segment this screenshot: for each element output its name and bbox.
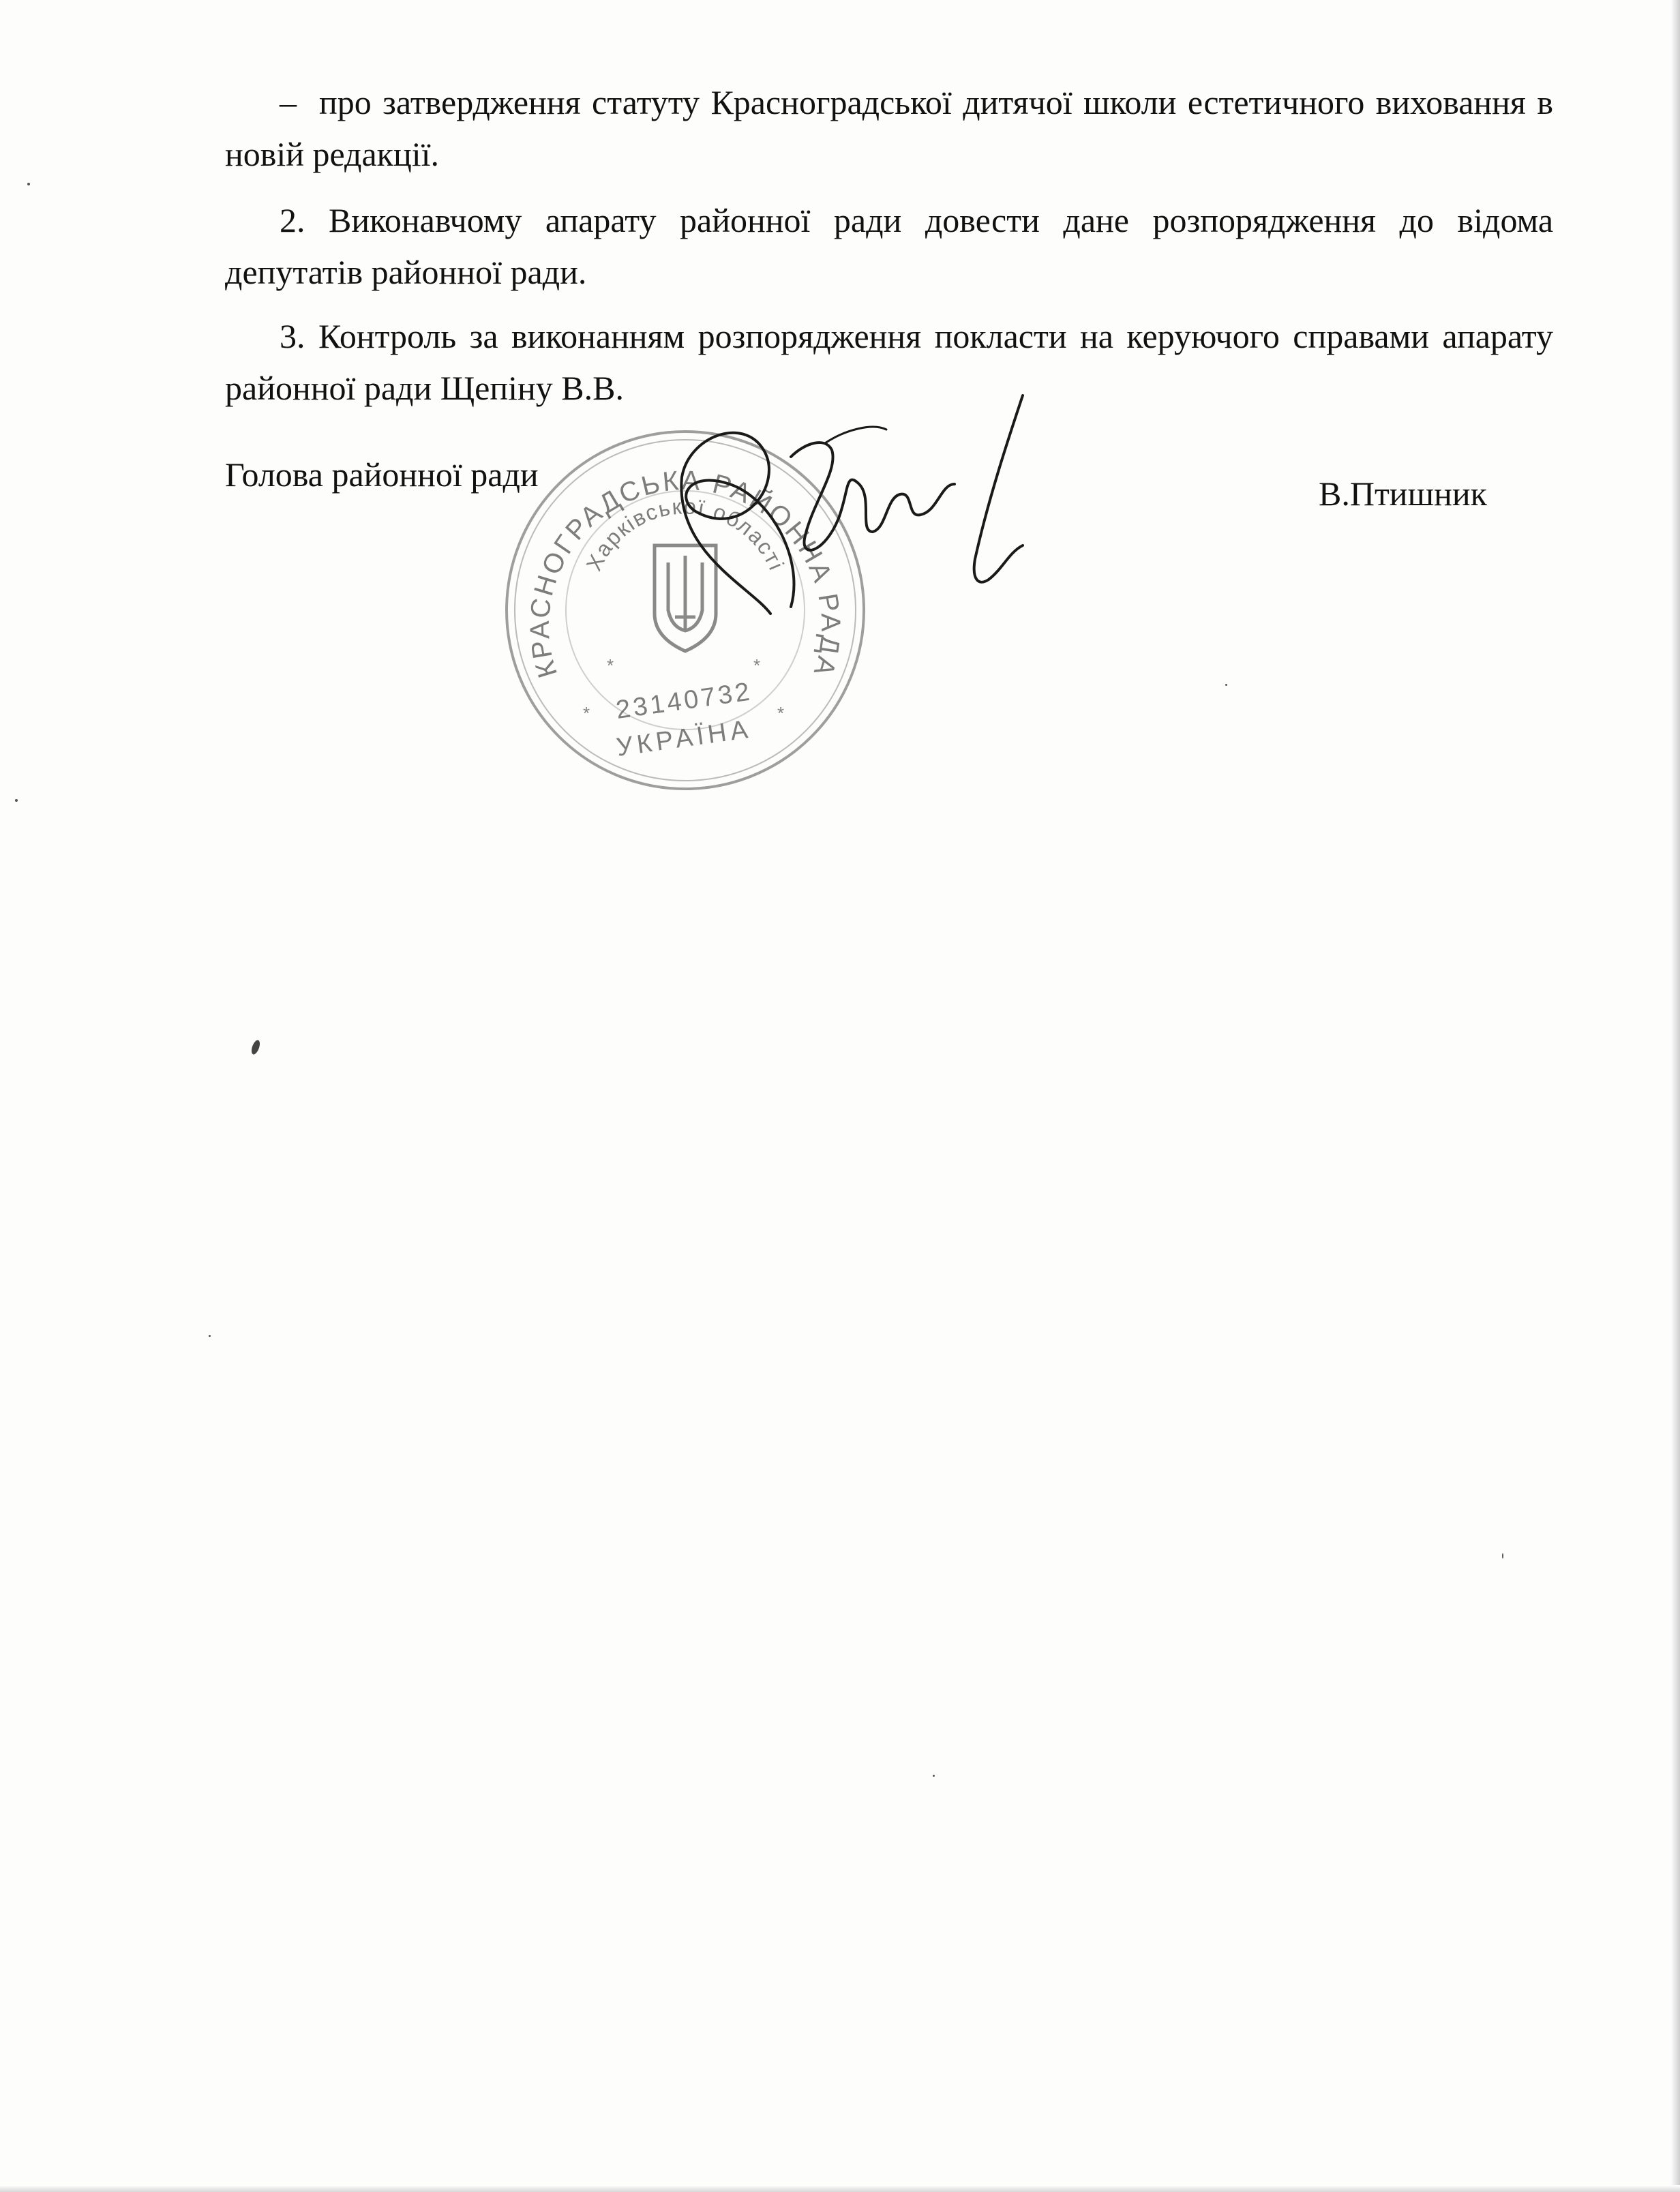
page-edge-shadow	[1670, 0, 1680, 2192]
signer-name: В.Птишник	[1319, 475, 1487, 513]
scan-speck	[209, 1335, 211, 1337]
list-item-text: Виконавчому апарату районної ради довести дане розпорядження до відома депутатів районної ради.	[225, 201, 1554, 291]
stamp-star-icon: *	[607, 655, 614, 676]
scan-speck	[15, 799, 18, 802]
scan-speck	[1225, 684, 1227, 686]
scan-speck	[250, 1039, 262, 1055]
scan-speck	[933, 1775, 935, 1777]
stamp-star-icon: *	[753, 655, 761, 676]
scan-speck	[1502, 1553, 1503, 1559]
stamp-star-icon: *	[777, 703, 785, 723]
list-item-number: 3.	[280, 317, 305, 355]
list-item-marker: –	[280, 83, 297, 121]
handwritten-signature	[668, 382, 1050, 641]
stamp-country: УКРАЇНА	[614, 715, 754, 762]
stamp-inner-text: Харківської області	[581, 494, 790, 575]
stamp-code: 23140732	[614, 677, 754, 725]
scan-speck	[27, 183, 30, 185]
list-item-2	[225, 194, 1553, 298]
list-item-text: про затвердження статуту Красноградської дитячої школи естетичного виховання в новій редакції.	[225, 83, 1554, 173]
stamp-outer-text: КРАСНОГРАДСЬКА РАЙОННА РАДА	[524, 465, 846, 682]
stamp-star-icon: *	[583, 703, 590, 723]
position-title: Голова районної ради	[225, 455, 539, 494]
page-bottom-shadow	[0, 2185, 1680, 2192]
list-item-text: Контроль за виконанням розпорядження покласти на керуючого справами апарату районної ради Щепіну В.В.	[225, 317, 1553, 407]
list-item-dash	[225, 76, 1553, 180]
list-item-number: 2.	[280, 201, 305, 239]
